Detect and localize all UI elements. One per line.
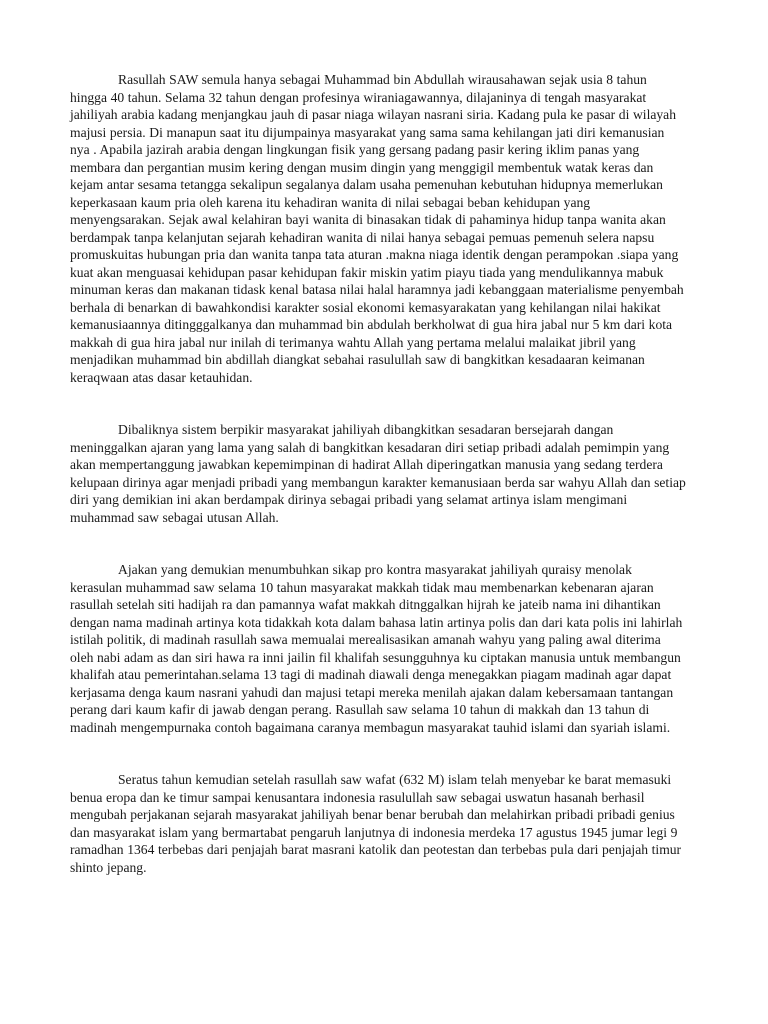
document-body <box>70 71 686 876</box>
paragraph-1: Rasullah SAW semula hanya sebagai Muhammad bin Abdullah wirausahawan sejak usia 8 tahun hingga 40 tahun. Selama 32 tahun dengan profesinya wiraniagawannya, dilajaninya di tengah masyarakat jahiliyah arabia kadang menjangkau jauh di pasar niaga wilayan nasrani siria. Kadang pula ke pasar di wilayah majusi persia. Di manapun saat itu dijumpainya masyarakat yang sama sama kehilangan jati diri kemanusian nya . Apabila jazirah arabia dengan lingkungan fisik yang gersang padang pasir kering iklim panas yang membara dan pergantian musim kering dengan musim dingin yang menggigil membentuk watak keras dan kejam antar sesama tetangga sekalipun segalanya dalam usaha pemenuhan kebutuhan hidupnya memerlukan keperkasaan kaum pria oleh karena itu kehadiran wanita di nilai sebagai beban kehidupan yang menyengsarakan. Sejak awal kelahiran bayi wanita di binasakan tidak di pahaminya hidup tanpa wanita akan berdampak tanpa kelanjutan sejarah kehadiran wanita di nilai hanya sebagai pemuas pemenuh selera napsu promuskuitas hubungan pria dan wanita tanpa tata aturan .makna niaga identik dengan perampokan .siapa yang kuat akan menguasai kehidupan pasar kehidupan fakir miskin yatim piayu tiada yang mendulikannya mabuk minuman keras dan makanan tidask kenal batasa nilai halal haramnya jadi kebanggaan materialisme penyembah berhala di benarkan di bawahkondisi karakter sosial ekonomi kemasyarakatan yang kehilangan nilai hakikat kemanusiaannya ditingggalkanya dan muhammad bin abdulah berkholwat di gua hira jabal nur 5 km dari kota makkah di gua hira jabal nur inilah di terimanya wahtu Allah yang pertama melalui malaikat jibril yang menjadikan muhammad bin abdillah diangkat sebahai rasulullah saw di bangkitkan kesadaaran keimanan keraqwaan atas dasar ketauhidan. <box>70 72 684 385</box>
paragraph-3: Ajakan yang demukian menumbuhkan sikap pro kontra masyarakat jahiliyah quraisy menolak kerasulan muhammad saw selama 10 tahun masyarakat makkah tidak mau membenarkan kebenaran ajaran rasullah setelah siti hadijah ra dan pamannya wafat makkah ditnggalkan hijrah ke jateib nama ini dihantikan dengan nama madinah artinya kota tidakkah kota dalam bahasa latin artinya polis dan dari kata polis ini lahirlah istilah politik, di madinah rasullah sawa memualai merealisasikan amanah wahyu yang paling awal diterima oleh nabi adam as dan siri hawa ra inni jailin fil khalifah sesungguhnya ku ciptakan manusia untuk membangun khalifah atau pemerintahan.selama 13 tagi di madinah diawali denga menegakkan piagam madinah agar dapat kerjasama denga kaum nasrani yahudi dan majusi tetapi mereka menilah ajakan dalam kebersamaan tantangan perang dari kaum kafir di jawab dengan perang. Rasullah saw selama 10 tahun di makkah dan 13 tahun di madinah mengempurnaka contoh bagaimana caranya membagun masyarakat tauhid islami dan syariah islami. <box>70 562 683 735</box>
paragraph-4: Seratus tahun kemudian setelah rasullah saw wafat (632 M) islam telah menyebar ke barat memasuki benua eropa dan ke timur sampai kenusantara indonesia rasulullah saw sebagai uswatun hasanah berhasil mengubah perjakanan sejarah masyarakat jahiliyah benar benar berubah dan melahirkan pribadi pribadi genius dan masyarakat islam yang bermartabat pengaruh lanjutnya di indonesia merdeka 17 agustus 1945 jumar legi 9 ramadhan 1364 terbebas dari penjajah barat masrani katolik dan peotestan dan terbebas pula dari penjajah timur shinto jepang. <box>70 772 682 875</box>
paragraph-2: Dibaliknya sistem berpikir masyarakat jahiliyah dibangkitkan sesadaran bersejarah dangan meninggalkan ajaran yang lama yang salah di bangkitkan kesadaran diri setiap pribadi adalah pemimpin yang akan mempertanggung jawabkan kepemimpinan di hadirat Allah diperingatkan manusia yang sedang terdera kelupaan dirinya agar menjadi pribadi yang membangun karakter kemanusiaan berda sar wahyu Allah dan setiap diri yang demikian ini akan berdampak dirinya sebagai pribadi yang selamat artinya islam mengimani muhammad saw sebagai utusan Allah. <box>70 422 686 525</box>
